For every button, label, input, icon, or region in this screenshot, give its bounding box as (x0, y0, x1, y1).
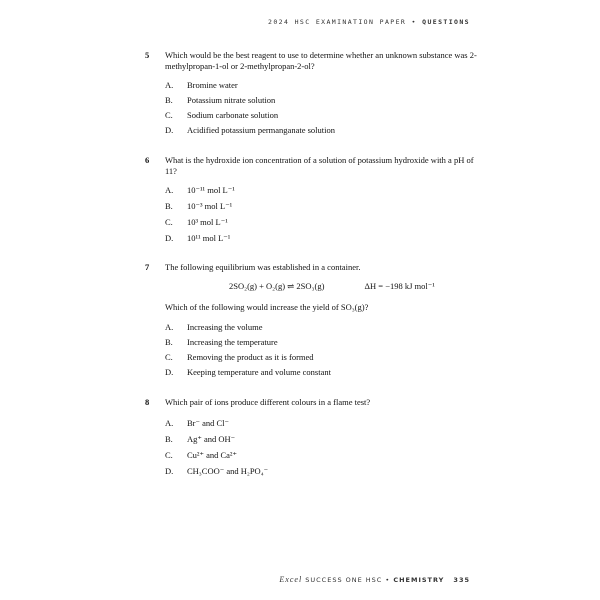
question-text: Which pair of ions produce different colours in a flame test? (165, 397, 371, 407)
page-header: 2024 HSC EXAMINATION PAPER • QUESTIONS (268, 18, 470, 26)
option-b: B. Increasing the temperature (165, 337, 278, 347)
option-d: D. 10¹¹ mol L⁻¹ (165, 233, 231, 243)
option-c: C. Removing the product as it is formed (165, 352, 314, 362)
equilibrium-equation (229, 281, 435, 292)
option-a: A. Increasing the volume (165, 322, 263, 332)
footer-series: SUCCESS ONE HSC (305, 576, 383, 584)
option-b: B. Potassium nitrate solution (165, 95, 276, 105)
footer-brand: Excel (279, 575, 303, 584)
option-a: A. Br⁻ and Cl⁻ (165, 418, 230, 428)
question-number: 7 (145, 262, 150, 272)
footer-subject: CHEMISTRY (393, 576, 445, 584)
question-subtext: Which of the following would increase the yield of SO₃(g)? (165, 302, 369, 312)
question-text: What is the hydroxide ion concentration of a solution of potassium hydroxide with a pH of 11? (165, 155, 474, 176)
header-title: 2024 HSC EXAMINATION PAPER (268, 18, 407, 26)
question-number: 8 (145, 397, 150, 407)
header-section: QUESTIONS (422, 18, 470, 26)
option-d: D. Keeping temperature and volume constant (165, 367, 331, 377)
option-d: D. Acidified potassium permanganate solution (165, 125, 336, 135)
option-a: A. Bromine water (165, 80, 238, 90)
page-footer: Excel SUCCESS ONE HSC • CHEMISTRY 335 (279, 575, 470, 584)
option-b: B. 10⁻³ mol L⁻¹ (165, 201, 233, 211)
option-c: C. Sodium carbonate solution (165, 110, 279, 120)
option-c: C. Cu²⁺ and Ca²⁺ (165, 450, 237, 460)
equation: 2SO₂(g) + O₂(g) ⇌ 2SO₃(g) (229, 281, 325, 291)
option-c: C. 10³ mol L⁻¹ (165, 217, 228, 227)
enthalpy-change: ΔH = −198 kJ mol⁻¹ (364, 281, 435, 291)
option-a: A. 10⁻¹¹ mol L⁻¹ (165, 185, 235, 195)
question-text: Which would be the best reagent to use to determine whether an unknown substance was 2-methylpropan-1-ol or 2-methylpropan-2-ol? (165, 50, 477, 71)
option-d: D. CH₃COO⁻ and H₂PO₄⁻ (165, 466, 269, 476)
page-number: 335 (453, 576, 470, 584)
option-b: B. Ag⁺ and OH⁻ (165, 434, 236, 444)
question-text: The following equilibrium was established in a container. (165, 262, 361, 272)
question-number: 5 (145, 50, 150, 60)
question-number: 6 (145, 155, 150, 165)
